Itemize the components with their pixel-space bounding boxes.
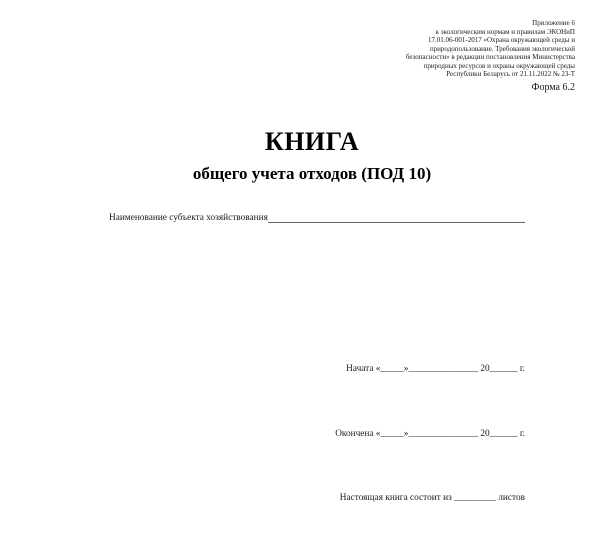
entity-name-blank-line: [268, 222, 525, 223]
sheet-count-line: Настоящая книга состоит из _________ листов: [339, 493, 525, 503]
document-title: КНИГА: [264, 127, 360, 156]
title-block: [24, 127, 600, 184]
annotation-line: Приложение 6: [532, 19, 575, 27]
annotation-line: безопасности» в редакции постановления Министерства: [405, 53, 575, 61]
entity-name-label: Наименование субъекта хозяйствования: [109, 213, 268, 223]
annotation-line: природных ресурсов и охраны окружающей среды: [423, 61, 575, 70]
document-subtitle: общего учета отходов (ПОД 10): [192, 163, 432, 183]
legal-reference-block: [406, 19, 575, 79]
annotation-line: Республики Беларусь от 21.11.2022 № 23-Т: [446, 70, 575, 78]
finished-date-line: Окончена «_____»_______________ 20______ г.: [335, 428, 525, 439]
form-number: Форма 6.2: [531, 82, 575, 93]
dates-block: [335, 316, 525, 553]
entity-name-field: [109, 213, 525, 224]
annotation-line: природопользование. Требования экологической: [429, 44, 575, 53]
started-date-line: Начата «_____»_______________ 20______ г.: [346, 364, 525, 374]
annotation-line: 17.01.06-001-2017 «Охрана окружающей среды и: [428, 36, 575, 44]
annotation-line: к экологическим нормам и правилам ЭКОНиП: [435, 27, 575, 36]
